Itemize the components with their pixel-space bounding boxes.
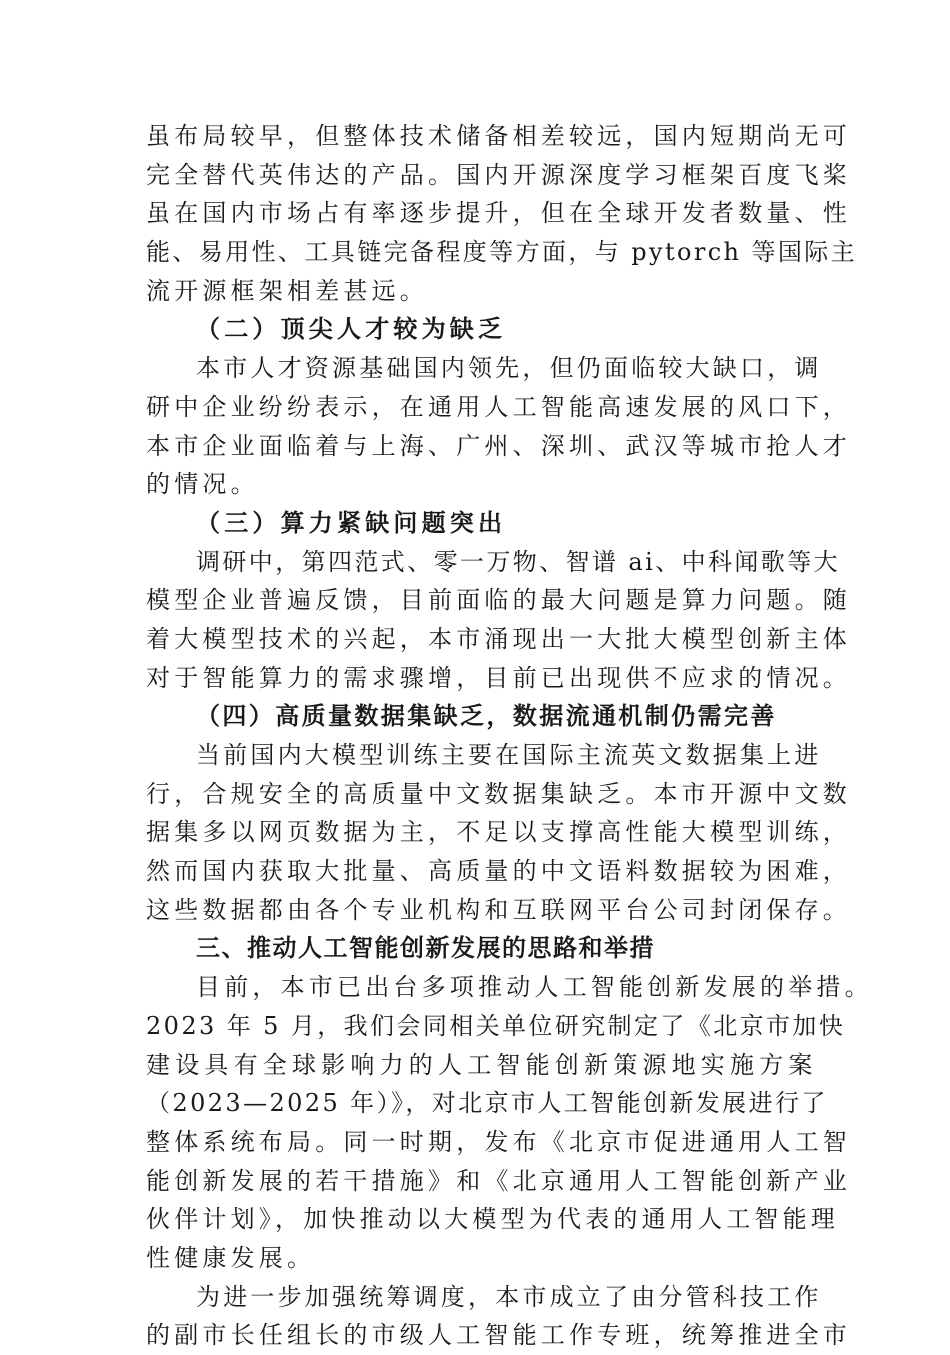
body-line: 整体系统布局。同一时期，发布《北京市促进通用人工智 — [146, 1127, 851, 1156]
body-line: 据集多以网页数据为主，不足以支撑高性能大模型训练， — [146, 818, 851, 847]
body-line: 性健康发展。 — [146, 1243, 316, 1272]
body-line: 的副市长任组长的市级人工智能工作专班，统筹推进全市 — [146, 1321, 851, 1350]
body-line: 模型企业普遍反馈，目前面临的最大问题是算力问题。随 — [146, 586, 851, 615]
body-line: 对于智能算力的需求骤增，目前已出现供不应求的情况。 — [146, 663, 851, 692]
body-line: 然而国内获取大批量、高质量的中文语料数据较为困难， — [146, 857, 851, 886]
body-line: 当前国内大模型训练主要在国际主流英文数据集上进 — [196, 741, 822, 769]
body-line: 为进一步加强统筹调度，本市成立了由分管科技工作 — [196, 1282, 822, 1311]
body-line: 伙伴计划》，加快推动以大模型为代表的通用人工智能理 — [146, 1205, 839, 1234]
body-line: 2023 年 5 月，我们会同相关单位研究制定了《北京市加快 — [146, 1011, 846, 1040]
body-line: 的情况。 — [146, 470, 259, 499]
body-line: （2023—2025 年）》，对北京市人工智能创新发展进行了 — [146, 1089, 828, 1118]
body-line: 研中企业纷纷表示，在通用人工智能高速发展的风口下， — [146, 392, 851, 421]
body-line: 流开源框架相差甚远。 — [146, 276, 428, 305]
body-line: 完全替代英伟达的产品。国内开源深度学习框架百度飞桨 — [146, 160, 851, 189]
body-line: 着大模型技术的兴起，本市涌现出一大批大模型创新主体 — [146, 624, 851, 653]
body-line: 本市人才资源基础国内领先，但仍面临较大缺口，调 — [196, 354, 822, 383]
body-line: 调研中，第四范式、零一万物、智谱 ai、中科闻歌等大 — [196, 547, 841, 576]
subsection-heading: （三）算力紧缺问题突出 — [196, 507, 507, 537]
subsection-heading: （二）顶尖人才较为缺乏 — [196, 314, 507, 344]
body-line: 虽布局较早，但整体技术储备相差较远，国内短期尚无可 — [146, 122, 851, 150]
body-line: 能创新发展的若干措施》和《北京通用人工智能创新产业 — [146, 1166, 851, 1195]
body-line: 本市企业面临着与上海、广州、深圳、武汉等城市抢人才 — [146, 431, 851, 460]
subsection-heading: （四）高质量数据集缺乏，数据流通机制仍需完善 — [196, 701, 777, 731]
document-page — [146, 117, 873, 1355]
body-line: 虽在国内市场占有率逐步提升，但在全球开发者数量、性 — [146, 199, 851, 228]
body-line: 这些数据都由各个专业机构和互联网平台公司封闭保存。 — [146, 895, 851, 924]
section-heading: 三、推动人工智能创新发展的思路和举措 — [196, 934, 655, 963]
body-line: 能、易用性、工具链完备程度等方面，与 pytorch 等国际主 — [146, 238, 858, 267]
body-line: 建设具有全球影响力的人工智能创新策源地实施方案 — [146, 1050, 818, 1079]
body-line: 行，合规安全的高质量中文数据集缺乏。本市开源中文数 — [146, 779, 851, 808]
body-line: 目前，本市已出台多项推动人工智能创新发展的举措。 — [196, 973, 873, 1002]
